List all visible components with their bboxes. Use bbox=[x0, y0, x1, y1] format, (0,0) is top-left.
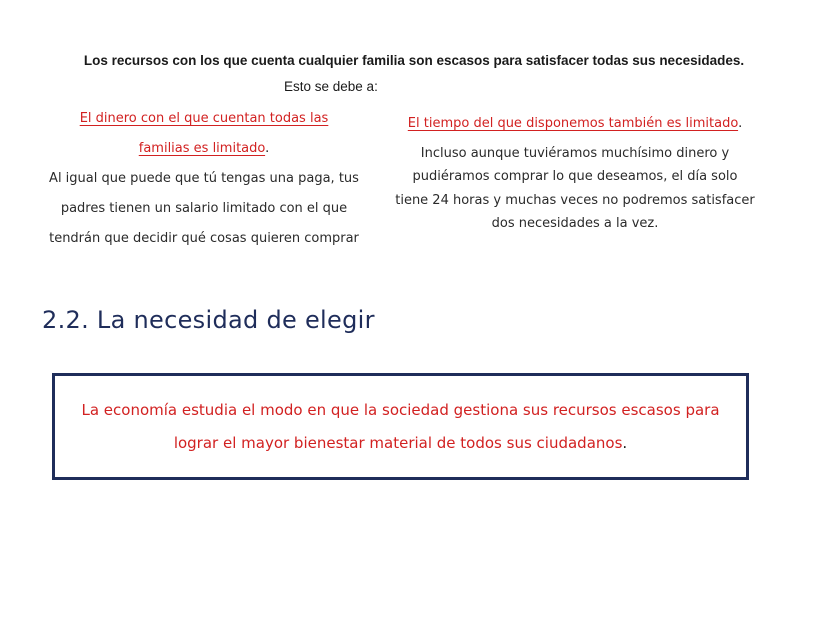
section-heading: 2.2. La necesidad de elegir bbox=[42, 306, 375, 334]
definition-box bbox=[52, 373, 749, 480]
intro-line bbox=[0, 53, 828, 68]
definition-text bbox=[71, 394, 731, 460]
time-title bbox=[395, 112, 755, 136]
time-body: Incluso aunque tuviéramos muchísimo dinero y pudiéramos comprar lo que deseamos, el día solo tiene 24 horas y muchas veces no podremos satisfacer dos necesidades a la vez. bbox=[395, 145, 755, 231]
time-title-period: . bbox=[738, 116, 743, 131]
definition-period: . bbox=[622, 433, 628, 452]
intro-subline: Esto se debe a: bbox=[284, 79, 378, 94]
intro-text: Los recursos con los que cuenta cualquier familia son escasos para satisfacer todas sus necesidades bbox=[83, 53, 741, 68]
time-column bbox=[395, 112, 755, 236]
money-body: Al igual que puede que tú tengas una paga, tus padres tienen un salario limitado con el que tendrán que decidir qué cosas quieren comprar bbox=[49, 171, 359, 246]
intro-period: . bbox=[740, 53, 745, 68]
money-title-text: El dinero con el que cuentan todas las familias es limitado bbox=[79, 111, 329, 156]
money-column bbox=[40, 104, 368, 254]
money-title-period: . bbox=[265, 141, 270, 156]
time-title-text: El tiempo del que disponemos también es limitado bbox=[407, 116, 739, 131]
definition-body: La economía estudia el modo en que la sociedad gestiona sus recursos escasos para lograr el mayor bienestar material de todos sus ciudadanos bbox=[81, 400, 720, 452]
money-title bbox=[40, 104, 368, 164]
